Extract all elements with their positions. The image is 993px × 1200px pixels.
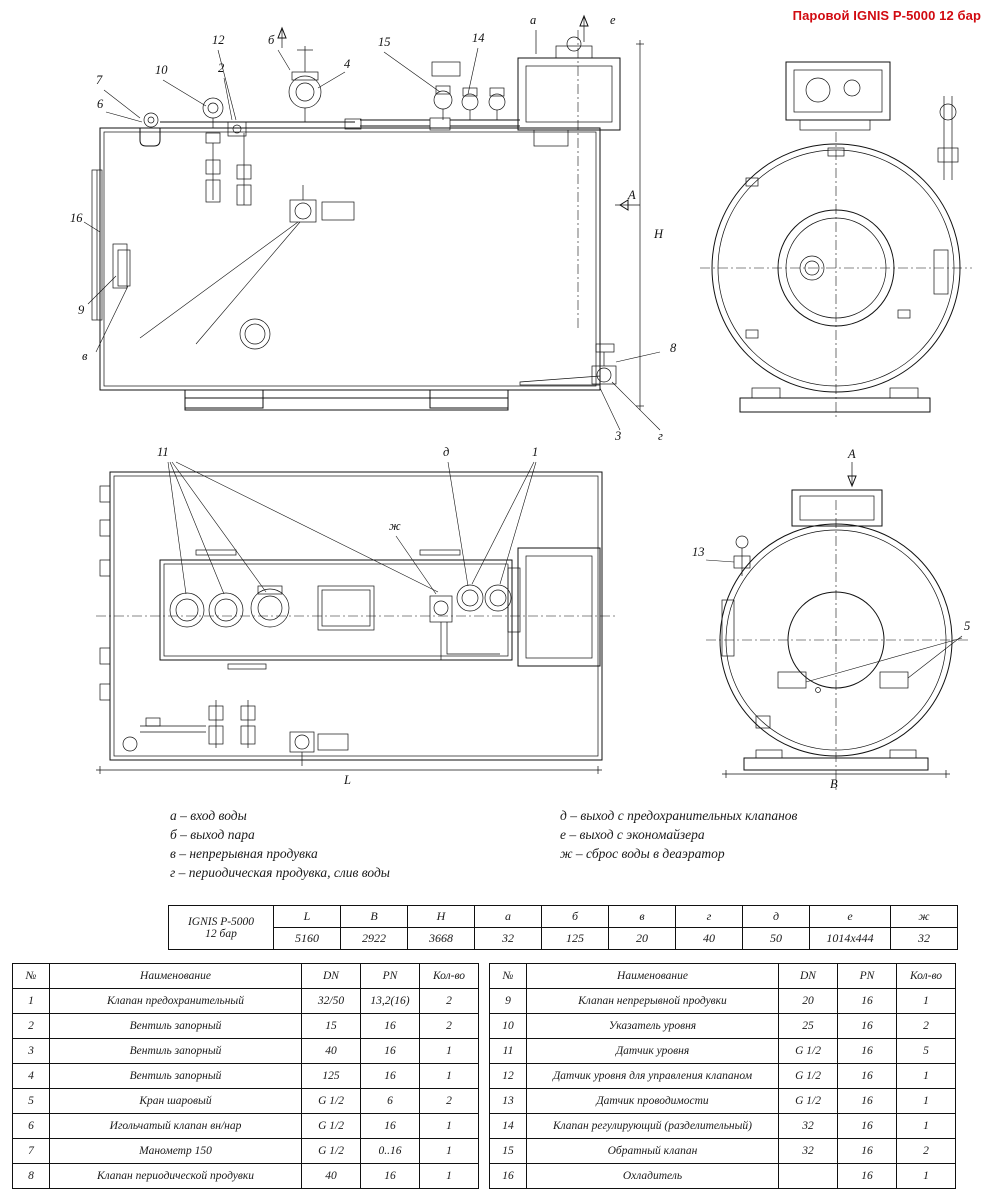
svg-text:9: 9	[78, 303, 85, 317]
part-name: Датчик уровня для управления клапаном	[527, 1064, 779, 1089]
part-pn: 13,2(16)	[361, 989, 420, 1014]
part-qty: 1	[420, 1139, 479, 1164]
svg-text:А: А	[848, 447, 856, 461]
dim-value: 5160	[274, 928, 341, 950]
svg-text:4: 4	[344, 57, 351, 71]
part-name: Клапан регулирующий (разделительный)	[527, 1114, 779, 1139]
part-pn: 16	[838, 1114, 897, 1139]
part-dn: G 1/2	[302, 1114, 361, 1139]
part-number: 10	[490, 1014, 527, 1039]
part-qty: 2	[897, 1014, 956, 1039]
part-qty: 1	[897, 1089, 956, 1114]
table-row	[13, 1089, 479, 1114]
table-row	[13, 1164, 479, 1189]
part-dn: 32	[779, 1139, 838, 1164]
svg-text:г: г	[658, 429, 663, 443]
table-row	[169, 928, 958, 950]
part-number: 1	[13, 989, 50, 1014]
dim-value: 3668	[408, 928, 475, 950]
part-number: 4	[13, 1064, 50, 1089]
dimensions-table	[168, 905, 958, 950]
dim-header: ж	[891, 906, 958, 928]
svg-text:5: 5	[964, 619, 971, 633]
dim-value: 20	[609, 928, 676, 950]
part-number: 3	[13, 1039, 50, 1064]
part-number: 9	[490, 989, 527, 1014]
part-pn: 16	[838, 989, 897, 1014]
part-qty: 2	[420, 1014, 479, 1039]
part-pn: 16	[361, 1164, 420, 1189]
part-qty: 2	[420, 1089, 479, 1114]
part-name: Клапан непрерывной продувки	[527, 989, 779, 1014]
dim-value: 2922	[341, 928, 408, 950]
column-header-qty: Кол-во	[897, 964, 956, 989]
column-header-pn: PN	[361, 964, 420, 989]
table-row	[490, 1139, 956, 1164]
part-pn: 16	[361, 1114, 420, 1139]
part-number: 5	[13, 1089, 50, 1114]
part-name: Клапан периодической продувки	[50, 1164, 302, 1189]
dim-value: 32	[475, 928, 542, 950]
dim-header: H	[408, 906, 475, 928]
table-header-row	[13, 964, 479, 989]
table-row	[490, 1164, 956, 1189]
svg-text:А: А	[628, 188, 636, 202]
part-pn: 16	[838, 1089, 897, 1114]
dim-value: 1014х444	[810, 928, 891, 950]
part-name: Кран шаровый	[50, 1089, 302, 1114]
part-pn: 6	[361, 1089, 420, 1114]
table-row	[490, 1064, 956, 1089]
plan-view	[96, 445, 616, 787]
legend-column-left	[170, 806, 530, 882]
part-qty: 2	[420, 989, 479, 1014]
part-qty: 1	[420, 1114, 479, 1139]
page-title: Паровой IGNIS P-5000 12 бар	[792, 8, 981, 23]
model-line-2: 12 бар	[205, 927, 237, 940]
svg-text:ж: ж	[389, 519, 401, 533]
part-number: 16	[490, 1164, 527, 1189]
svg-text:H: H	[654, 227, 664, 241]
part-number: 13	[490, 1089, 527, 1114]
legend-item: д – выход с предохранительных клапанов	[560, 808, 798, 823]
part-pn: 16	[838, 1064, 897, 1089]
dim-header: а	[475, 906, 542, 928]
svg-text:L: L	[344, 773, 351, 787]
column-header-dn: DN	[302, 964, 361, 989]
legend-item: г – периодическая продувка, слив воды	[170, 865, 390, 880]
legend-item: а – вход воды	[170, 808, 247, 823]
svg-text:в: в	[82, 349, 88, 363]
table-row	[13, 1039, 479, 1064]
part-dn: G 1/2	[779, 1064, 838, 1089]
table-header-row	[490, 964, 956, 989]
part-number: 15	[490, 1139, 527, 1164]
part-dn: G 1/2	[302, 1139, 361, 1164]
part-dn: 32/50	[302, 989, 361, 1014]
svg-text:7: 7	[96, 73, 103, 87]
part-dn: G 1/2	[779, 1089, 838, 1114]
part-qty: 2	[897, 1139, 956, 1164]
part-dn: G 1/2	[302, 1089, 361, 1114]
parts-table-left	[12, 963, 479, 1189]
column-header-name: Наименование	[527, 964, 779, 989]
part-number: 8	[13, 1164, 50, 1189]
part-dn: 40	[302, 1039, 361, 1064]
part-number: 2	[13, 1014, 50, 1039]
table-row	[169, 906, 958, 928]
svg-text:16: 16	[70, 211, 83, 225]
part-name: Обратный клапан	[527, 1139, 779, 1164]
legend-item: е – выход с экономайзера	[560, 827, 705, 842]
dim-header: L	[274, 906, 341, 928]
column-header-number: №	[490, 964, 527, 989]
part-number: 12	[490, 1064, 527, 1089]
part-dn: 32	[779, 1114, 838, 1139]
svg-text:д: д	[443, 445, 450, 459]
part-dn: 20	[779, 989, 838, 1014]
part-dn: 15	[302, 1014, 361, 1039]
part-qty: 1	[897, 1064, 956, 1089]
part-name: Манометр 150	[50, 1139, 302, 1164]
svg-text:2: 2	[218, 61, 225, 75]
dim-header: б	[542, 906, 609, 928]
part-dn: 125	[302, 1064, 361, 1089]
front-view	[700, 62, 972, 420]
part-name: Охладитель	[527, 1164, 779, 1189]
part-pn: 0..16	[361, 1139, 420, 1164]
part-qty: 1	[897, 989, 956, 1014]
legend-column-right	[560, 806, 960, 863]
table-row	[13, 1139, 479, 1164]
table-row	[490, 1014, 956, 1039]
svg-text:B: B	[830, 777, 838, 791]
part-qty: 5	[897, 1039, 956, 1064]
part-pn: 16	[361, 1064, 420, 1089]
part-name: Клапан предохранительный	[50, 989, 302, 1014]
part-pn: 16	[838, 1139, 897, 1164]
dim-value: 50	[743, 928, 810, 950]
part-pn: 16	[361, 1039, 420, 1064]
part-pn: 16	[361, 1014, 420, 1039]
dim-header: е	[810, 906, 891, 928]
column-header-dn: DN	[779, 964, 838, 989]
part-name: Датчик уровня	[527, 1039, 779, 1064]
legend-item: б – выход пара	[170, 827, 255, 842]
part-qty: 1	[420, 1164, 479, 1189]
svg-text:6: 6	[97, 97, 104, 111]
svg-text:12: 12	[212, 33, 225, 47]
svg-text:11: 11	[157, 445, 169, 459]
table-row	[13, 1064, 479, 1089]
dim-value: 32	[891, 928, 958, 950]
part-name: Игольчатый клапан вн/нар	[50, 1114, 302, 1139]
column-header-name: Наименование	[50, 964, 302, 989]
svg-text:13: 13	[692, 545, 705, 559]
table-row	[490, 1089, 956, 1114]
part-name: Вентиль запорный	[50, 1039, 302, 1064]
svg-text:15: 15	[378, 35, 391, 49]
dim-header: г	[676, 906, 743, 928]
part-name: Вентиль запорный	[50, 1064, 302, 1089]
part-pn: 16	[838, 1014, 897, 1039]
dim-header: в	[609, 906, 676, 928]
svg-text:б: б	[268, 33, 275, 47]
svg-text:8: 8	[670, 341, 677, 355]
part-dn	[779, 1164, 838, 1189]
table-row	[13, 989, 479, 1014]
model-line-1: IGNIS P-5000	[187, 915, 255, 928]
svg-text:а: а	[530, 13, 537, 27]
part-qty: 1	[897, 1164, 956, 1189]
svg-text:е: е	[610, 13, 616, 27]
svg-text:10: 10	[155, 63, 168, 77]
table-row	[13, 1014, 479, 1039]
part-dn: G 1/2	[779, 1039, 838, 1064]
svg-text:14: 14	[472, 31, 485, 45]
parts-table-right	[489, 963, 956, 1189]
table-row	[490, 989, 956, 1014]
part-pn: 16	[838, 1039, 897, 1064]
part-qty: 1	[420, 1064, 479, 1089]
legend-item: ж – сброс воды в деаэратор	[560, 846, 725, 861]
dim-header: д	[743, 906, 810, 928]
part-number: 11	[490, 1039, 527, 1064]
legend-item: в – непрерывная продувка	[170, 846, 318, 861]
part-qty: 1	[897, 1114, 956, 1139]
svg-text:1: 1	[532, 445, 539, 459]
svg-text:3: 3	[615, 429, 622, 443]
table-row	[13, 1114, 479, 1139]
section-a-a-view	[692, 447, 970, 791]
part-qty: 1	[420, 1039, 479, 1064]
column-header-number: №	[13, 964, 50, 989]
column-header-pn: PN	[838, 964, 897, 989]
part-pn: 16	[838, 1164, 897, 1189]
dim-header: B	[341, 906, 408, 928]
part-number: 7	[13, 1139, 50, 1164]
part-number: 14	[490, 1114, 527, 1139]
part-name: Указатель уровня	[527, 1014, 779, 1039]
part-name: Вентиль запорный	[50, 1014, 302, 1039]
side-view	[70, 13, 677, 443]
table-row	[490, 1039, 956, 1064]
part-number: 6	[13, 1114, 50, 1139]
dim-value: 40	[676, 928, 743, 950]
part-dn: 40	[302, 1164, 361, 1189]
column-header-qty: Кол-во	[420, 964, 479, 989]
dim-value: 125	[542, 928, 609, 950]
part-dn: 25	[779, 1014, 838, 1039]
part-name: Датчик проводимости	[527, 1089, 779, 1114]
model-cell	[169, 906, 274, 950]
table-row	[490, 1114, 956, 1139]
